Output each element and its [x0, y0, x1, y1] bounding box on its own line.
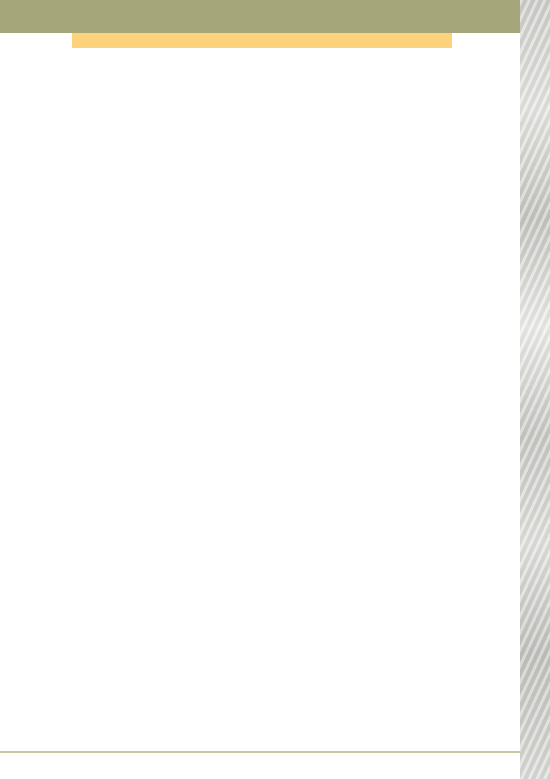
textured-edge: [520, 0, 550, 779]
table-of-contents: [72, 33, 452, 48]
top-band: [0, 0, 520, 33]
toc-header: [72, 33, 452, 48]
bottom-rule: [0, 751, 520, 753]
